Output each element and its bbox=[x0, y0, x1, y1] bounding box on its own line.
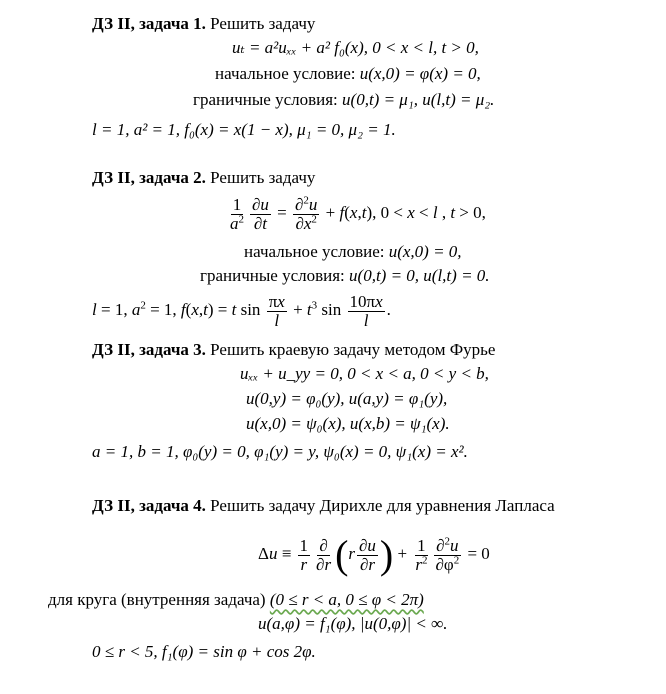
task3-heading: ДЗ II, задача 3. bbox=[92, 340, 206, 359]
frac-d2u-dx2: $\frac{\partial^2u}{\partial x^2}$ bbox=[295, 193, 318, 233]
frac-one-over-r2: $\frac{1}{r^2}$ bbox=[415, 535, 428, 574]
task2-boundary-label: граничные условия: bbox=[200, 266, 345, 285]
task1-initial-condition bbox=[215, 64, 481, 84]
task1-initial-value: u(x,0) = φ(x) = 0, bbox=[359, 64, 481, 83]
task3-equation: uₓₓ + u_yy = 0, 0 < x < a, 0 < y < b, bbox=[240, 364, 489, 383]
frac-du-dt: $\frac{\partial u}{\partial t}$ bbox=[252, 194, 269, 233]
task1-params: l = 1, a² = 1, f₀(x) = x(1 − x), μ₁ = 0, μ₂ = 1. bbox=[92, 120, 396, 139]
task2-initial-condition bbox=[244, 242, 462, 262]
frac-du-dr: $\frac{\partial u}{\partial r}$ bbox=[359, 535, 376, 574]
task4-boundary-condition: u(a,φ) = f₁(φ), |u(0,φ)| < ∞. bbox=[258, 614, 448, 633]
task2-equation: $\frac{1}{a^2}$ $\frac{\partial u}{\partial t}$ = $\frac{\partial^2u}{\partial x^2}$ + f(x,t), 0 < x < l , t > 0, bbox=[230, 193, 486, 233]
task3-title bbox=[92, 340, 495, 360]
task3-prompt: Решить краевую задачу методом Фурье bbox=[210, 340, 496, 359]
frac-10pi-x-over-l: $\frac{10\pi x}{l}$ bbox=[349, 291, 383, 330]
task2-prompt: Решить задачу bbox=[210, 168, 316, 187]
task1-heading: ДЗ II, задача 1. bbox=[92, 14, 206, 33]
task4-prompt: Решить задачу Дирихле для уравнения Лапласа bbox=[210, 496, 555, 515]
task4-domain bbox=[48, 590, 424, 610]
task2-boundary-value: u(0,t) = 0, u(l,t) = 0. bbox=[349, 266, 490, 285]
frac-one-over-a2: $\frac{1}{a^2}$ bbox=[230, 194, 244, 233]
task1-equation: uₜ = a²uₓₓ + a² f₀(x), 0 < x < l, t > 0, bbox=[232, 38, 479, 57]
task4-domain-condition: (0 ≤ r < a, 0 ≤ φ < 2π) bbox=[269, 590, 424, 609]
task1-initial-label: начальное условие: bbox=[215, 64, 356, 83]
task2-initial-label: начальное условие: bbox=[244, 242, 385, 261]
task2-heading: ДЗ II, задача 2. bbox=[92, 168, 206, 187]
task2-params: l = 1, $a^2 = 1$, f(x,t) = t sin $\frac{\pi x}{l}$ + $t^3$ sin $\frac{10\pi x}{l}$ . bbox=[92, 291, 391, 330]
task3-params: a = 1, b = 1, φ₀(y) = 0, φ₁(y) = y, ψ₀(x) = 0, ψ₁(x) = x². bbox=[92, 442, 468, 461]
task1-boundary-value: u(0,t) = μ₁, u(l,t) = μ₂. bbox=[342, 90, 495, 109]
task1-boundary-condition bbox=[193, 90, 494, 110]
frac-d2u-dphi2: $\frac{\partial^2u}{\partial\varphi^2}$ bbox=[435, 534, 460, 574]
task1-prompt: Решить задачу bbox=[210, 14, 316, 33]
task2-initial-value: u(x,0) = 0, bbox=[388, 242, 462, 261]
task1-boundary-label: граничные условия: bbox=[193, 90, 338, 109]
frac-pi-x-over-l: $\frac{\pi x}{l}$ bbox=[268, 291, 285, 330]
task4-params: 0 ≤ r < 5, f₁(φ) = sin φ + cos 2φ. bbox=[92, 642, 316, 661]
task3-bc2: u(x,0) = ψ₀(x), u(x,b) = ψ₁(x). bbox=[246, 414, 450, 433]
task4-heading: ДЗ II, задача 4. bbox=[92, 496, 206, 515]
task2-boundary-condition bbox=[200, 266, 490, 286]
task3-bc1: u(0,y) = φ₀(y), u(a,y) = φ₁(y), bbox=[246, 389, 448, 408]
task1-title bbox=[92, 14, 315, 34]
frac-one-over-r: $\frac{1}{r}$ bbox=[299, 535, 309, 574]
task4-domain-text: для круга (внутренняя задача) bbox=[48, 590, 266, 609]
task4-title bbox=[92, 496, 555, 516]
frac-d-dr: $\frac{\partial}{\partial r}$ bbox=[316, 535, 332, 574]
task2-title bbox=[92, 168, 315, 188]
task4-laplace-equation: Δu ≡ $\frac{1}{r}$ $\frac{\partial}{\partial r}$ (r $\frac{\partial u}{\partial r}$ ) + $\frac{1}{r^2}$ $\frac{\partial^2u}{\partial\varphi^2}$ = 0 bbox=[258, 532, 490, 578]
